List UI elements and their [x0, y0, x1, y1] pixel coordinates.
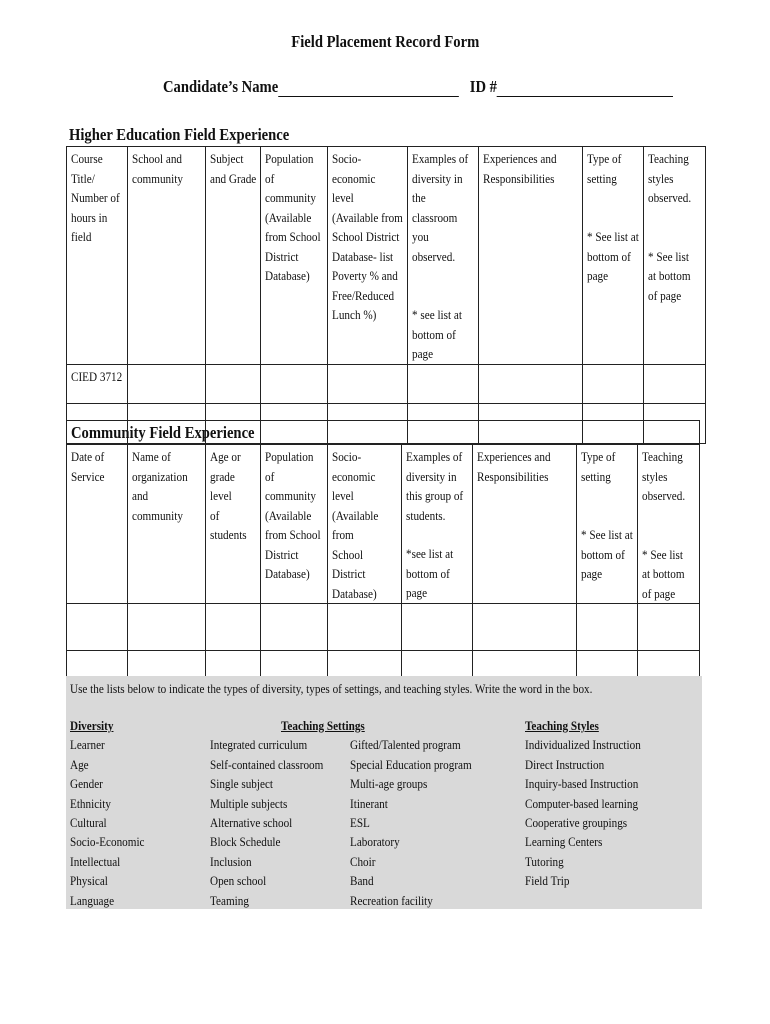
- form-title: Field Placement Record Form: [291, 32, 479, 51]
- community-heading-row: [67, 421, 700, 445]
- list-item: Teaming: [210, 892, 249, 908]
- list-item: Cultural: [70, 815, 107, 831]
- list-item: Language: [70, 892, 115, 908]
- community-heading: Community Field Experience: [67, 421, 700, 445]
- list-item: Recreation facility: [350, 892, 433, 908]
- diversity-note: *see list at bottom of page: [406, 546, 454, 600]
- list-item: Band: [350, 873, 374, 889]
- id-label: ID #: [469, 77, 497, 96]
- higher-ed-table: [66, 146, 706, 444]
- list-item: Multi-age groups: [350, 776, 428, 792]
- entry-cell[interactable]: [128, 364, 206, 403]
- entry-cell[interactable]: [206, 364, 261, 403]
- col-organization: Name of organization and community: [128, 445, 206, 604]
- list-item: Gender: [70, 776, 103, 792]
- col-date-service: Date of Service: [67, 445, 128, 604]
- styles-note: * See list at bottom of page: [648, 248, 691, 303]
- styles-note: * See list at bottom of page: [642, 546, 685, 601]
- settings-list-2: [350, 735, 492, 910]
- community-table: [66, 420, 700, 698]
- col-age-grade: Age or grade level of students: [206, 445, 261, 604]
- entry-cell[interactable]: [479, 364, 583, 403]
- entry-cell[interactable]: [473, 604, 577, 651]
- list-item: Age: [70, 756, 89, 772]
- list-item: Gifted/Talented program: [350, 737, 461, 753]
- list-item: Single subject: [210, 776, 274, 792]
- list-item: ESL: [350, 815, 370, 831]
- diversity-heading: Diversity: [70, 718, 114, 733]
- setting-note: * See list at bottom of page: [587, 229, 640, 283]
- list-item: Learning Centers: [525, 834, 603, 850]
- list-item: Computer-based learning: [525, 795, 639, 811]
- candidate-line: [163, 77, 756, 97]
- col-setting: Type of setting * See list at bottom of page: [583, 147, 644, 365]
- list-item: Integrated curriculum: [210, 737, 308, 753]
- list-item: Open school: [210, 873, 267, 889]
- entry-cell[interactable]: [128, 604, 206, 651]
- candidate-name-field[interactable]: [278, 82, 459, 97]
- list-item: Socio-Economic: [70, 834, 145, 850]
- list-item: Tutoring: [525, 853, 564, 869]
- list-item: Special Education program: [350, 756, 472, 772]
- entry-cell[interactable]: [408, 364, 479, 403]
- col-course-title: Course Title/ Number of hours in field: [67, 147, 128, 365]
- list-item: Laboratory: [350, 834, 400, 850]
- list-item: Block Schedule: [210, 834, 281, 850]
- col-population: Population of community (Available from School District Database): [261, 147, 328, 365]
- col-subject-grade: Subject and Grade: [206, 147, 261, 365]
- list-item: Inquiry-based Instruction: [525, 776, 639, 792]
- col-socio-economic: Socio-economic level (Available from School District Database- list Poverty % and Free/Reduced Lunch %): [328, 147, 408, 365]
- list-item: Alternative school: [210, 815, 293, 831]
- entry-cell[interactable]: [583, 364, 644, 403]
- list-item: Intellectual: [70, 853, 121, 869]
- list-item: Direct Instruction: [525, 756, 605, 772]
- list-item: Ethnicity: [70, 795, 111, 811]
- settings-heading-wrap: [281, 716, 378, 735]
- diversity-list: [70, 716, 157, 910]
- diversity-note: * see list at bottom of page: [412, 307, 463, 361]
- col-diversity: Examples of diversity in this group of students. *see list at bottom of page: [402, 445, 473, 604]
- table-row: [67, 364, 706, 403]
- list-item: Itinerant: [350, 795, 388, 811]
- list-item: Cooperative groupings: [525, 815, 628, 831]
- higher-ed-header-row: [67, 147, 706, 365]
- col-diversity: Examples of diversity in the classroom you observed. * see list at bottom of page: [408, 147, 479, 365]
- list-item: Individualized Instruction: [525, 737, 641, 753]
- col-experiences: Experiences and Responsibilities: [479, 147, 583, 365]
- list-item: Multiple subjects: [210, 795, 288, 811]
- list-item: Physical: [70, 873, 108, 889]
- col-styles: Teaching styles observed. * See list at bottom of page: [638, 445, 700, 604]
- settings-list-1: [210, 735, 342, 910]
- entry-cell[interactable]: [402, 604, 473, 651]
- col-socio-economic: Socio-economic level (Available from School District Database): [328, 445, 402, 604]
- entry-cell[interactable]: [328, 604, 402, 651]
- list-item: Inclusion: [210, 853, 252, 869]
- col-population: Population of community (Available from School District Database): [261, 445, 328, 604]
- col-setting: Type of setting * See list at bottom of page: [577, 445, 638, 604]
- col-school-community: School and community: [128, 147, 206, 365]
- list-item: Learner: [70, 737, 105, 753]
- styles-heading: Teaching Styles: [525, 718, 599, 733]
- id-field[interactable]: [497, 82, 673, 97]
- list-item: Field Trip: [525, 873, 570, 889]
- community-header-row: [67, 445, 700, 604]
- entry-cell[interactable]: [577, 604, 638, 651]
- styles-list: [525, 716, 660, 891]
- list-item: Choir: [350, 853, 376, 869]
- entry-cell[interactable]: [638, 604, 700, 651]
- entry-cell[interactable]: [67, 604, 128, 651]
- settings-heading: Teaching Settings: [281, 718, 365, 733]
- col-experiences: Experiences and Responsibilities: [473, 445, 577, 604]
- entry-cell[interactable]: [206, 604, 261, 651]
- list-item: Self-contained classroom: [210, 756, 324, 772]
- entry-cell[interactable]: [328, 364, 408, 403]
- entry-cell[interactable]: [644, 364, 706, 403]
- col-styles: Teaching styles observed. * See list at bottom of page: [644, 147, 706, 365]
- list-instructions: Use the lists below to indicate the types of diversity, types of settings, and teaching styles. Write the word in the box.: [70, 681, 593, 696]
- setting-note: * See list at bottom of page: [581, 527, 634, 581]
- candidate-name-label: Candidate’s Name: [163, 77, 279, 96]
- table-row: [67, 604, 700, 651]
- entry-cell[interactable]: [261, 604, 328, 651]
- course-cell[interactable]: CIED 3712: [67, 364, 128, 403]
- higher-ed-heading: Higher Education Field Experience: [69, 125, 290, 144]
- entry-cell[interactable]: [261, 364, 328, 403]
